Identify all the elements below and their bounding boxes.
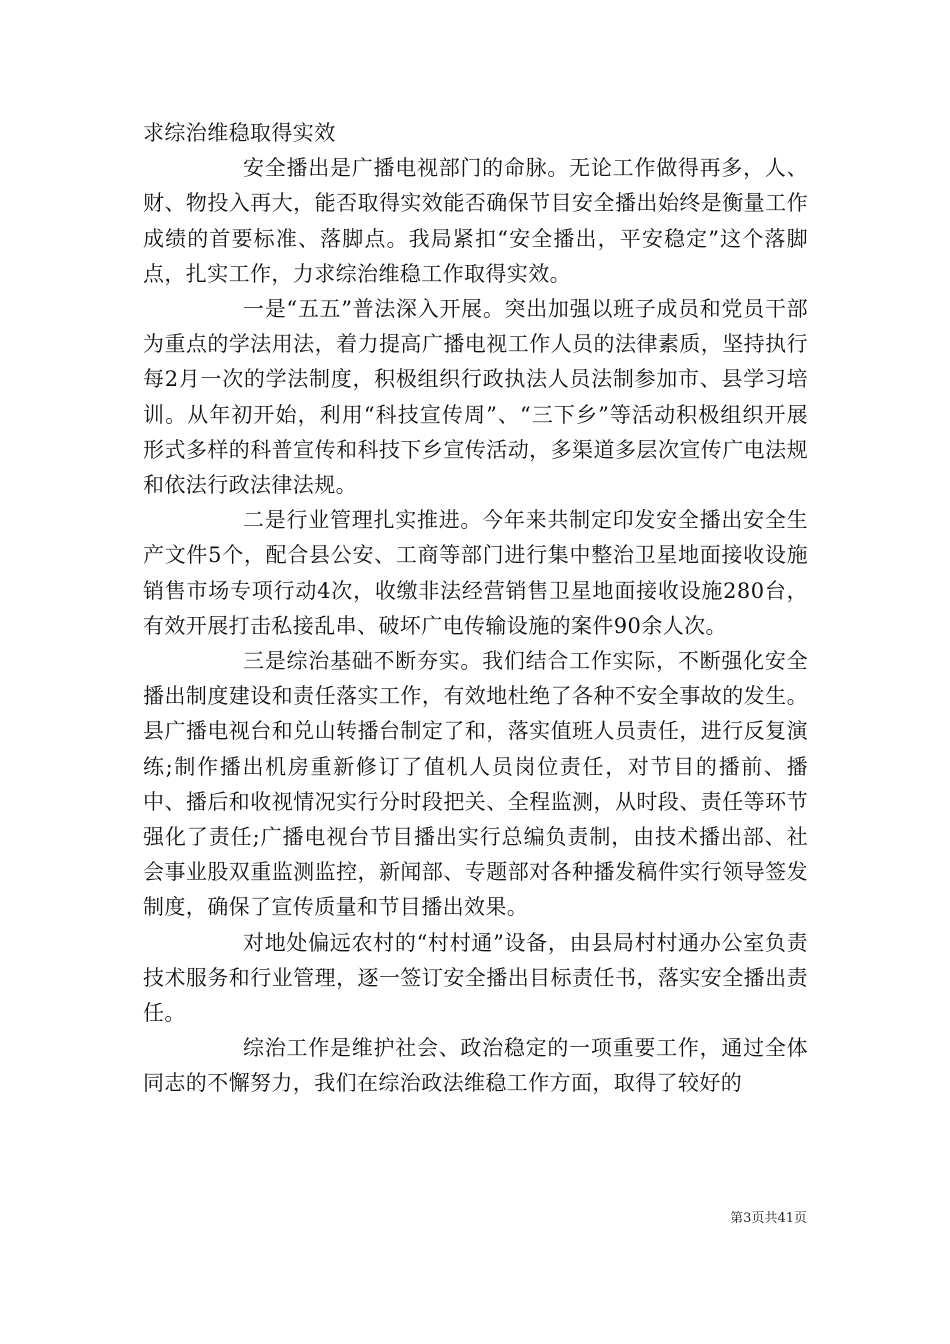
- paragraph-comprehensive-foundation: 三是综治基础不断夯实。我们结合工作实际，不断强化安全播出制度建设和责任落实工作，有效地杜绝了各种不安全事故的发生。县广播电视台和兑山转播台制定了和，落实值班人员责任，进行反复演练;制作播出机房重新修订了值机人员岗位责任，对节目的播前、播中、播后和收视情况实行分时段把关、全程监测，从时段、责任等环节强化了责任;广播电视台节目播出实行总编负责制，由技术播出部、社会事业股双重监测监控，新闻部、专题部对各种播发稿件实行领导签发制度，确保了宣传质量和节目播出效果。: [143, 649, 808, 920]
- paragraph-law-education: 一是“五五”普法深入开展。突出加强以班子成员和党员干部为重点的学法用法，着力提高广播电视工作人员的法律素质，坚持执行每2月一次的学法制度，积极组织行政执法人员法制参加市、县学习培训。从年初开始，利用“科技宣传周”、“三下乡”等活动积极组织开展形式多样的科普宣传和科技下乡宣传活动，多渠道多层次宣传广电法规和依法行政法律法规。: [143, 297, 808, 498]
- paragraph-village-coverage: 对地处偏远农村的“村村通”设备，由县局村村通办公室负责技术服务和行业管理，逐一签订安全播出目标责任书，落实安全播出责任。: [143, 930, 808, 1026]
- paragraph-safety-broadcast: 安全播出是广播电视部门的命脉。无论工作做得再多，人、财、物投入再大，能否取得实效能否确保节目安全播出始终是衡量工作成绩的首要标准、落脚点。我局紧扣“安全播出，平安稳定”这个落脚点，扎实工作，力求综治维稳工作取得实效。: [143, 156, 808, 286]
- paragraph-industry-management: 二是行业管理扎实推进。今年来共制定印发安全播出安全生产文件5个，配合县公安、工商等部门进行集中整治卫星地面接收设施销售市场专项行动4次，收缴非法经营销售卫星地面接收设施280台，有效开展打击私接乱串、破坏广电传输设施的案件90余人次。: [143, 508, 808, 638]
- lead-line: 求综治维稳取得实效: [143, 121, 336, 145]
- page-number: 第3页共41页: [730, 1211, 807, 1226]
- paragraph-conclusion: 综治工作是维护社会、政治稳定的一项重要工作，通过全体同志的不懈努力，我们在综治政法维稳工作方面，取得了较好的: [143, 1036, 808, 1096]
- document-body: [143, 116, 808, 1102]
